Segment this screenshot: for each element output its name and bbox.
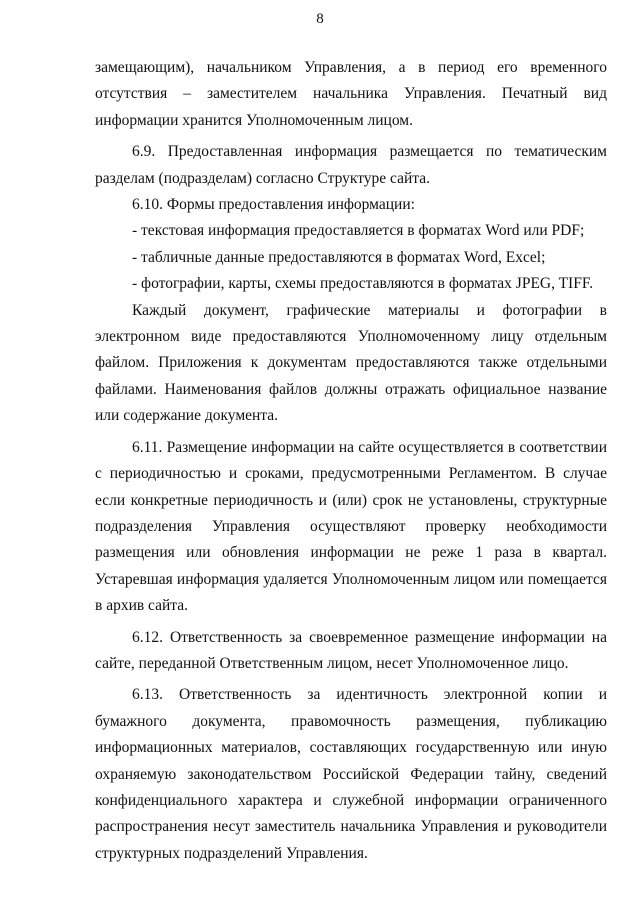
list-item-image-formats: - фотографии, карты, схемы предоставляются в форматах JPEG, TIFF.: [132, 275, 594, 293]
paragraph-continuation: замещающим), начальником Управления, а в период его временного отсутствия – заместителем начальника Управления. Печатный вид информации хранится Уполномоченным лицом.: [95, 59, 607, 129]
paragraph-6-9: 6.9. Предоставленная информация размещается по тематическим разделам (подразделам) согласно Структуре сайта.: [95, 143, 607, 187]
paragraph-6-12: 6.12. Ответственность за своевременное размещение информации на сайте, переданной Ответственным лицом, несет Уполномоченное лицо.: [95, 628, 607, 672]
list-item-text-formats: - текстовая информация предоставляется в форматах Word или PDF;: [132, 222, 585, 240]
paragraph-6-10: 6.10. Формы предоставления информации:: [132, 196, 415, 214]
document-body: [95, 55, 607, 867]
paragraph-file-requirements: Каждый документ, графические материалы и фотографии в электронном виде предоставляются Уполномоченному лицу отдельным файлом. Приложения к документам предоставляются также отдельными файлами. Наименования файлов должны отражать официальное название или содержание документа.: [95, 301, 607, 425]
list-item-table-formats: - табличные данные предоставляются в форматах Word, Excel;: [132, 248, 546, 266]
paragraph-6-13: 6.13. Ответственность за идентичность электронной копии и бумажного документа, правомочность размещения, публикацию информационных материалов, составляющих государственную или иную охраняемую законодательством Российской Федерации тайну, сведений конфиденциального характера и служебной информации ограниченного распространения несут заместитель начальника Управления и руководители структурных подразделений Управления.: [95, 686, 607, 862]
page-number: 8: [316, 11, 324, 27]
paragraph-6-11: 6.11. Размещение информации на сайте осуществляется в соответствии с периодичностью и сроками, предусмотренными Регламентом. В случае если конкретные периодичность и (или) срок не установлены, структурные подразделения Управления осуществляют проверку необходимости размещения или обновления информации не реже 1 раза в квартал. Устаревшая информация удаляется Уполномоченным лицом или помещается в архив сайта.: [95, 438, 607, 615]
